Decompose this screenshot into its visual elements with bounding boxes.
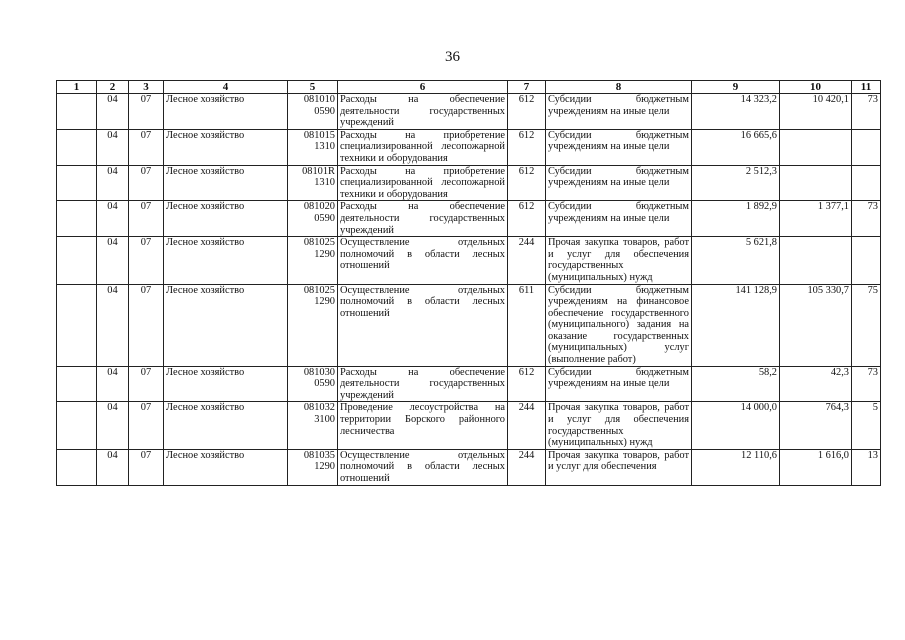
target-code-part-2: 1310 — [314, 177, 335, 189]
table-row — [57, 284, 881, 366]
target-code-part-1: 081025 — [303, 284, 335, 296]
cell-percent: 73 — [852, 366, 881, 402]
cell-amount-planned: 141 128,9 — [692, 284, 780, 366]
cell-section: 04 — [97, 449, 129, 485]
cell-section-name: Лесное хозяйство — [164, 284, 288, 366]
cell-expense-type-name: Прочая закупка товаров, работ и услуг для обеспечения — [546, 449, 692, 485]
cell-expense-name: Расходы на приобретение специализированной лесопожарной техники и оборудования — [338, 165, 508, 201]
cell-amount-executed: 1 616,0 — [780, 449, 852, 485]
cell-expense-name: Осуществление отдельных полномочий в области лесных отношений — [338, 284, 508, 366]
cell-amount-executed: 42,3 — [780, 366, 852, 402]
cell-expense-type-name: Субсидии бюджетным учреждениям на финансовое обеспечение государственного (муниципального) задания на оказание государственных (муниципальных) услуг (выполнение работ) — [546, 284, 692, 366]
cell-expense-type-code: 612 — [508, 165, 546, 201]
cell-section-name: Лесное хозяйство — [164, 237, 288, 284]
cell-subsection: 07 — [129, 129, 164, 165]
cell-subsection: 07 — [129, 366, 164, 402]
cell-amount-planned: 14 323,2 — [692, 94, 780, 130]
cell-expense-name: Осуществление отдельных полномочий в области лесных отношений — [338, 237, 508, 284]
cell-section-name: Лесное хозяйство — [164, 366, 288, 402]
cell-section-name: Лесное хозяйство — [164, 129, 288, 165]
cell-expense-type-code: 244 — [508, 237, 546, 284]
column-header: 5 — [288, 81, 338, 94]
table-row — [57, 449, 881, 485]
cell-amount-planned: 12 110,6 — [692, 449, 780, 485]
cell-amount-executed: 764,3 — [780, 402, 852, 449]
cell-target-code — [288, 201, 338, 237]
cell-amount-executed — [780, 237, 852, 284]
cell-amount-executed: 1 377,1 — [780, 201, 852, 237]
cell-expense-name: Расходы на обеспечение деятельности государственных учреждений — [338, 201, 508, 237]
cell-section-name: Лесное хозяйство — [164, 449, 288, 485]
column-header: 6 — [338, 81, 508, 94]
cell-percent — [852, 165, 881, 201]
target-code-part-1: 081020 — [303, 201, 335, 213]
cell-expense-type-code: 612 — [508, 94, 546, 130]
target-code-part-1: 081015 — [303, 129, 335, 141]
cell-amount-planned: 5 621,8 — [692, 237, 780, 284]
cell-amount-executed: 10 420,1 — [780, 94, 852, 130]
cell-expense-type-name: Прочая закупка товаров, работ и услуг для обеспечения государственных (муниципальных) нужд — [546, 402, 692, 449]
target-code-part-1: 081030 — [303, 366, 335, 378]
cell-amount-executed: 105 330,7 — [780, 284, 852, 366]
cell-expense-name: Проведение лесоустройства на территории Борского районного лесничества — [338, 402, 508, 449]
target-code-part-2: 0590 — [314, 378, 335, 390]
cell-col-1 — [57, 449, 97, 485]
target-code-part-2: 1290 — [314, 296, 335, 308]
cell-section: 04 — [97, 201, 129, 237]
target-code-part-2: 1310 — [314, 141, 335, 153]
column-header: 1 — [57, 81, 97, 94]
cell-expense-type-code: 244 — [508, 449, 546, 485]
cell-expense-type-code: 612 — [508, 366, 546, 402]
cell-col-1 — [57, 237, 97, 284]
cell-target-code — [288, 165, 338, 201]
cell-col-1 — [57, 94, 97, 130]
cell-section-name: Лесное хозяйство — [164, 402, 288, 449]
cell-section: 04 — [97, 284, 129, 366]
table-row — [57, 402, 881, 449]
cell-col-1 — [57, 402, 97, 449]
target-code-part-1: 08101R — [302, 165, 335, 177]
cell-subsection: 07 — [129, 237, 164, 284]
table-body — [57, 94, 881, 486]
cell-subsection: 07 — [129, 201, 164, 237]
cell-expense-name: Расходы на обеспечение деятельности государственных учреждений — [338, 366, 508, 402]
cell-expense-type-code: 612 — [508, 201, 546, 237]
cell-expense-type-name: Субсидии бюджетным учреждениям на иные цели — [546, 129, 692, 165]
cell-amount-planned: 14 000,0 — [692, 402, 780, 449]
column-header: 7 — [508, 81, 546, 94]
cell-percent: 73 — [852, 201, 881, 237]
cell-expense-type-name: Субсидии бюджетным учреждениям на иные цели — [546, 165, 692, 201]
cell-section-name: Лесное хозяйство — [164, 201, 288, 237]
cell-target-code — [288, 284, 338, 366]
target-code-part-2: 1290 — [314, 248, 335, 260]
column-header: 8 — [546, 81, 692, 94]
target-code-part-1: 081035 — [303, 449, 335, 461]
cell-section: 04 — [97, 129, 129, 165]
cell-amount-planned: 16 665,6 — [692, 129, 780, 165]
header-row — [57, 81, 881, 94]
target-code-part-1: 081032 — [303, 402, 335, 414]
cell-subsection: 07 — [129, 165, 164, 201]
cell-expense-type-name: Субсидии бюджетным учреждениям на иные цели — [546, 366, 692, 402]
budget-table — [56, 80, 881, 486]
cell-expense-type-code: 612 — [508, 129, 546, 165]
cell-percent: 5 — [852, 402, 881, 449]
cell-section: 04 — [97, 94, 129, 130]
cell-section-name: Лесное хозяйство — [164, 165, 288, 201]
cell-col-1 — [57, 201, 97, 237]
cell-target-code — [288, 129, 338, 165]
cell-col-1 — [57, 284, 97, 366]
cell-amount-executed — [780, 129, 852, 165]
cell-target-code — [288, 366, 338, 402]
cell-col-1 — [57, 165, 97, 201]
column-header: 11 — [852, 81, 881, 94]
cell-target-code — [288, 237, 338, 284]
cell-section: 04 — [97, 237, 129, 284]
column-header: 10 — [780, 81, 852, 94]
cell-subsection: 07 — [129, 449, 164, 485]
cell-target-code — [288, 402, 338, 449]
target-code-part-2: 1290 — [314, 461, 335, 473]
cell-percent: 13 — [852, 449, 881, 485]
cell-section: 04 — [97, 402, 129, 449]
target-code-part-1: 081025 — [303, 237, 335, 249]
column-header: 4 — [164, 81, 288, 94]
cell-percent — [852, 129, 881, 165]
cell-expense-type-name: Прочая закупка товаров, работ и услуг для обеспечения государственных (муниципальных) нужд — [546, 237, 692, 284]
cell-expense-type-code: 244 — [508, 402, 546, 449]
cell-col-1 — [57, 129, 97, 165]
cell-section: 04 — [97, 165, 129, 201]
table-row — [57, 366, 881, 402]
cell-expense-type-name: Субсидии бюджетным учреждениям на иные цели — [546, 94, 692, 130]
table-row — [57, 237, 881, 284]
cell-amount-planned: 2 512,3 — [692, 165, 780, 201]
target-code-part-2: 0590 — [314, 212, 335, 224]
cell-target-code — [288, 449, 338, 485]
cell-subsection: 07 — [129, 94, 164, 130]
cell-expense-name: Осуществление отдельных полномочий в области лесных отношений — [338, 449, 508, 485]
table-row — [57, 94, 881, 130]
target-code-part-2: 3100 — [314, 414, 335, 426]
cell-amount-planned: 58,2 — [692, 366, 780, 402]
table-row — [57, 129, 881, 165]
column-header: 3 — [129, 81, 164, 94]
table-row — [57, 201, 881, 237]
column-header: 2 — [97, 81, 129, 94]
cell-expense-name: Расходы на обеспечение деятельности государственных учреждений — [338, 94, 508, 130]
cell-subsection: 07 — [129, 284, 164, 366]
page-number: 36 — [445, 49, 460, 65]
cell-expense-type-code: 611 — [508, 284, 546, 366]
cell-col-1 — [57, 366, 97, 402]
cell-percent: 73 — [852, 94, 881, 130]
cell-subsection: 07 — [129, 402, 164, 449]
cell-expense-type-name: Субсидии бюджетным учреждениям на иные цели — [546, 201, 692, 237]
cell-target-code — [288, 94, 338, 130]
cell-expense-name: Расходы на приобретение специализированной лесопожарной техники и оборудования — [338, 129, 508, 165]
cell-percent — [852, 237, 881, 284]
column-header: 9 — [692, 81, 780, 94]
cell-amount-executed — [780, 165, 852, 201]
target-code-part-1: 081010 — [303, 94, 335, 105]
cell-section: 04 — [97, 366, 129, 402]
table-row — [57, 165, 881, 201]
cell-percent: 75 — [852, 284, 881, 366]
cell-section-name: Лесное хозяйство — [164, 94, 288, 130]
cell-amount-planned: 1 892,9 — [692, 201, 780, 237]
target-code-part-2: 0590 — [314, 105, 335, 117]
